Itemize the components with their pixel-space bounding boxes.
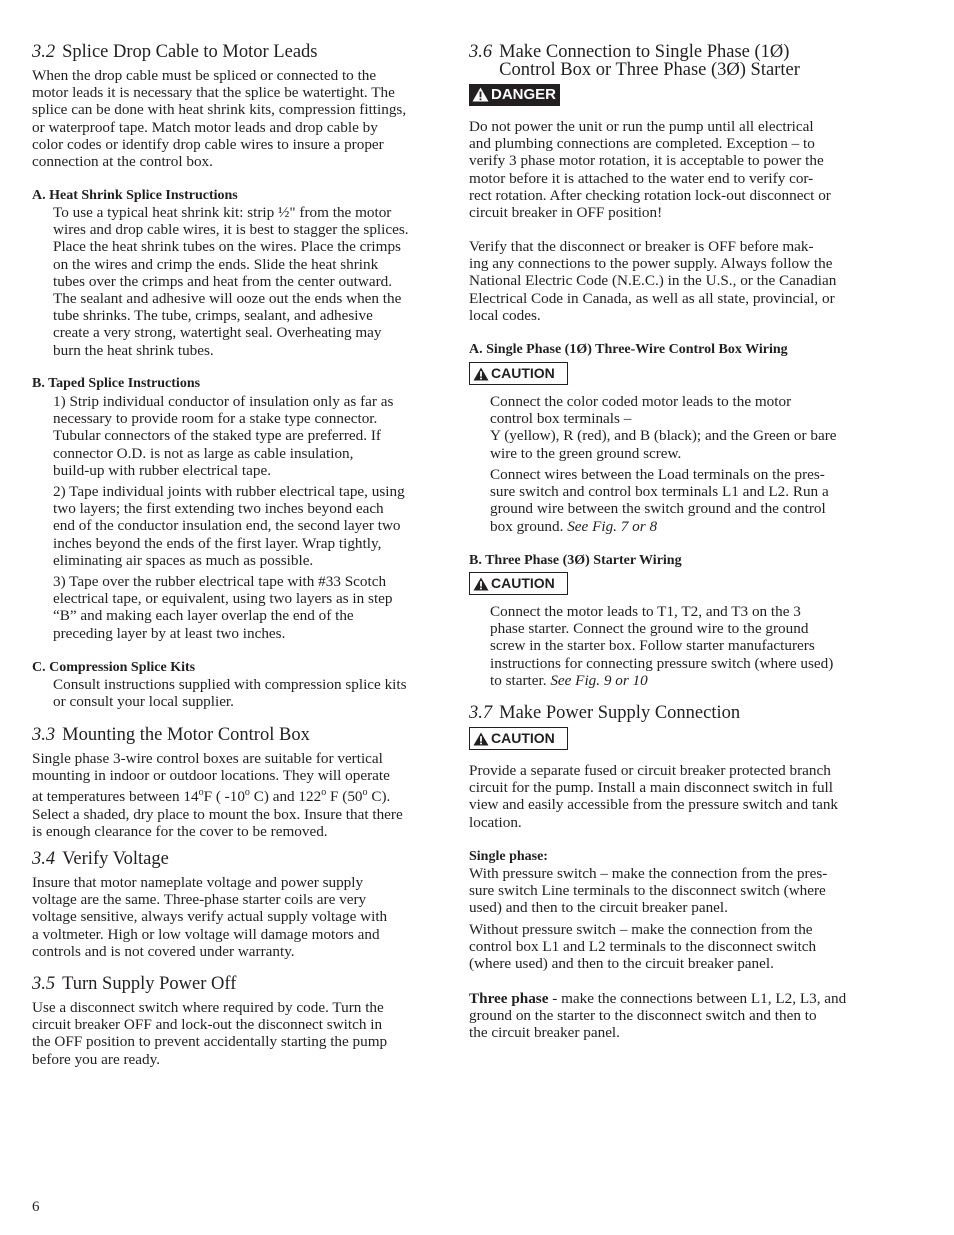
section-3-4-heading: 3.4 Verify Voltage — [32, 849, 169, 869]
figure-reference: See Fig. 9 or 10 — [550, 671, 648, 689]
section-3-2-intro: When the drop cable must be spliced or connected to the motor leads it is necessary that the splice be watertight. The splice can be done with heat shrink kits, compression fittings, or waterproof tape. Match motor leads and drop cable by color codes or identify drop cable wires to insure a proper connection at the control box. — [32, 67, 407, 171]
section-3-4-text: Insure that motor nameplate voltage and power supply voltage are the same. Three-phase starter coils are very voltage sensitive, always verify actual supply voltage with a voltmeter. High or low voltage will damage motors and controls and is not covered under warranty. — [32, 874, 388, 960]
three-phase-wiring-heading: B. Three Phase (3Ø) Starter Wiring — [469, 553, 682, 568]
three-phase-text: Three phase - make the connections between L1, L2, L3, and ground on the starter to the disconnect switch and then to the circuit breaker panel. — [469, 990, 847, 1042]
heat-shrink-text: To use a typical heat shrink kit: strip ½" from the motor wires and drop cable wires, it is best to stagger the splices. Place the heat shrink tubes on the wires. Place the crimps on the wires and crimp the ends. Slide the heat shrink tubes over the crimps and heat from the center outward. The sealant and adhesive will ooze out the ends when the tube shrinks. The tube, crimps, sealant, and adhesive create a very strong, watertight seal. Overheating may burn the heat shrink tubes. — [53, 204, 409, 359]
figure-reference: See Fig. 7 or 8 — [567, 517, 658, 535]
single-phase-wiring-text-1: Connect the color coded motor leads to the motor control box terminals – Y (yellow), R (red), and B (black); and the Green or bare wire to the green ground screw. — [490, 393, 837, 462]
compression-splice-heading: C. Compression Splice Kits — [32, 660, 196, 675]
single-phase-heading: Single phase: — [469, 849, 548, 864]
warning-triangle-icon — [473, 732, 489, 746]
danger-text: Do not power the unit or run the pump until all electrical and plumbing connections are completed. Exception – to verify 3 phase motor rotation, it is acceptable to power the motor before it is attached to the water end to verify cor- rect rotation. After checking rotation lock-out disconnect or circuit breaker in OFF position! — [469, 118, 831, 222]
taped-splice-step-1: 1) Strip individual conductor of insulation only as far as necessary to provide room for a stake type connector. Tubular connectors of the staked type are preferred. If connector O.D. is not as large as cable insulation, build-up with rubber electrical tape. — [53, 393, 394, 479]
warning-triangle-icon — [473, 367, 489, 381]
caution-label: CAUTION — [469, 362, 887, 385]
section-3-2-heading: 3.2 Splice Drop Cable to Motor Leads — [32, 42, 318, 62]
taped-splice-step-3: 3) Tape over the rubber electrical tape with #33 Scotch electrical tape, or equivalent, using two layers as in step “B” and making each layer overlap the end of the preceding layer by at least two inches. — [53, 573, 393, 642]
compression-splice-text: Consult instructions supplied with compression splice kits or consult your local supplier. — [53, 676, 407, 711]
warning-triangle-icon — [472, 87, 489, 102]
single-phase-with-switch-text: With pressure switch – make the connection from the pres- sure switch Line terminals to the disconnect switch (where used) and then to the circuit breaker panel. — [469, 865, 828, 917]
power-supply-text: Provide a separate fused or circuit breaker protected branch circuit for the pump. Install a main disconnect switch in full view and easily accessible from the pressure switch and tank location. — [469, 762, 839, 831]
section-3-3-heading: 3.3 Mounting the Motor Control Box — [32, 725, 310, 745]
taped-splice-step-2: 2) Tape individual joints with rubber electrical tape, using two layers; the first extending two inches beyond each end of the conductor insulation end, the second layer two inches beyond the ends of the first layer. Wrap tightly, eliminating air spaces as much as possible. — [53, 483, 405, 569]
section-3-6-heading: 3.6 Make Connection to Single Phase (1Ø) Control Box or Three Phase (3Ø) Starter — [469, 42, 800, 80]
caution-label: CAUTION — [469, 572, 887, 595]
section-3-3-text: Single phase 3-wire control boxes are suitable for vertical mounting in indoor or outdoor locations. They will operate at temperatures between 14$^o$F ( -10$^o$ C) and 122$^o$ F (50$^o$ C). Select a shaded, dry place to mount the box. Insure that there is enough clearance for the cover to be removed. — [32, 750, 403, 840]
codes-text: Verify that the disconnect or breaker is OFF before mak- ing any connections to the power supply. Always follow the National Electric Code (N.E.C.) in the U.S., or the Canadian Electrical Code in Canada, as well as all state, provincial, or local codes. — [469, 238, 837, 324]
danger-label: DANGER — [469, 84, 887, 106]
single-phase-wiring-text-2: Connect wires between the Load terminals on the pres- sure switch and control box terminals L1 and L2. Run a ground wire between the switch ground and the control box ground. See Fig. 7 or 8 — [490, 466, 829, 535]
heat-shrink-heading: A. Heat Shrink Splice Instructions — [32, 188, 238, 203]
section-3-7-heading: 3.7 Make Power Supply Connection — [469, 703, 741, 723]
warning-triangle-icon — [473, 577, 489, 591]
taped-splice-heading: B. Taped Splice Instructions — [32, 376, 201, 391]
three-phase-wiring-text: Connect the motor leads to T1, T2, and T3 on the 3 phase starter. Connect the ground wire to the ground screw in the starter box. Follow starter manufacturers instructions for connecting pressure switch (where used) to starter. See Fig. 9 or 10 — [490, 603, 834, 689]
page-number: 6 — [32, 1199, 40, 1215]
section-3-5-text: Use a disconnect switch where required by code. Turn the circuit breaker OFF and lock-out the disconnect switch in the OFF position to prevent accidentally starting the pump before you are ready. — [32, 999, 388, 1068]
section-3-5-heading: 3.5 Turn Supply Power Off — [32, 974, 237, 994]
single-phase-wiring-heading: A. Single Phase (1Ø) Three-Wire Control Box Wiring — [469, 342, 788, 357]
single-phase-without-switch-text: Without pressure switch – make the connection from the control box L1 and L2 terminals to the disconnect switch (where used) and then to the circuit breaker panel. — [469, 921, 817, 973]
caution-label: CAUTION — [469, 727, 887, 750]
